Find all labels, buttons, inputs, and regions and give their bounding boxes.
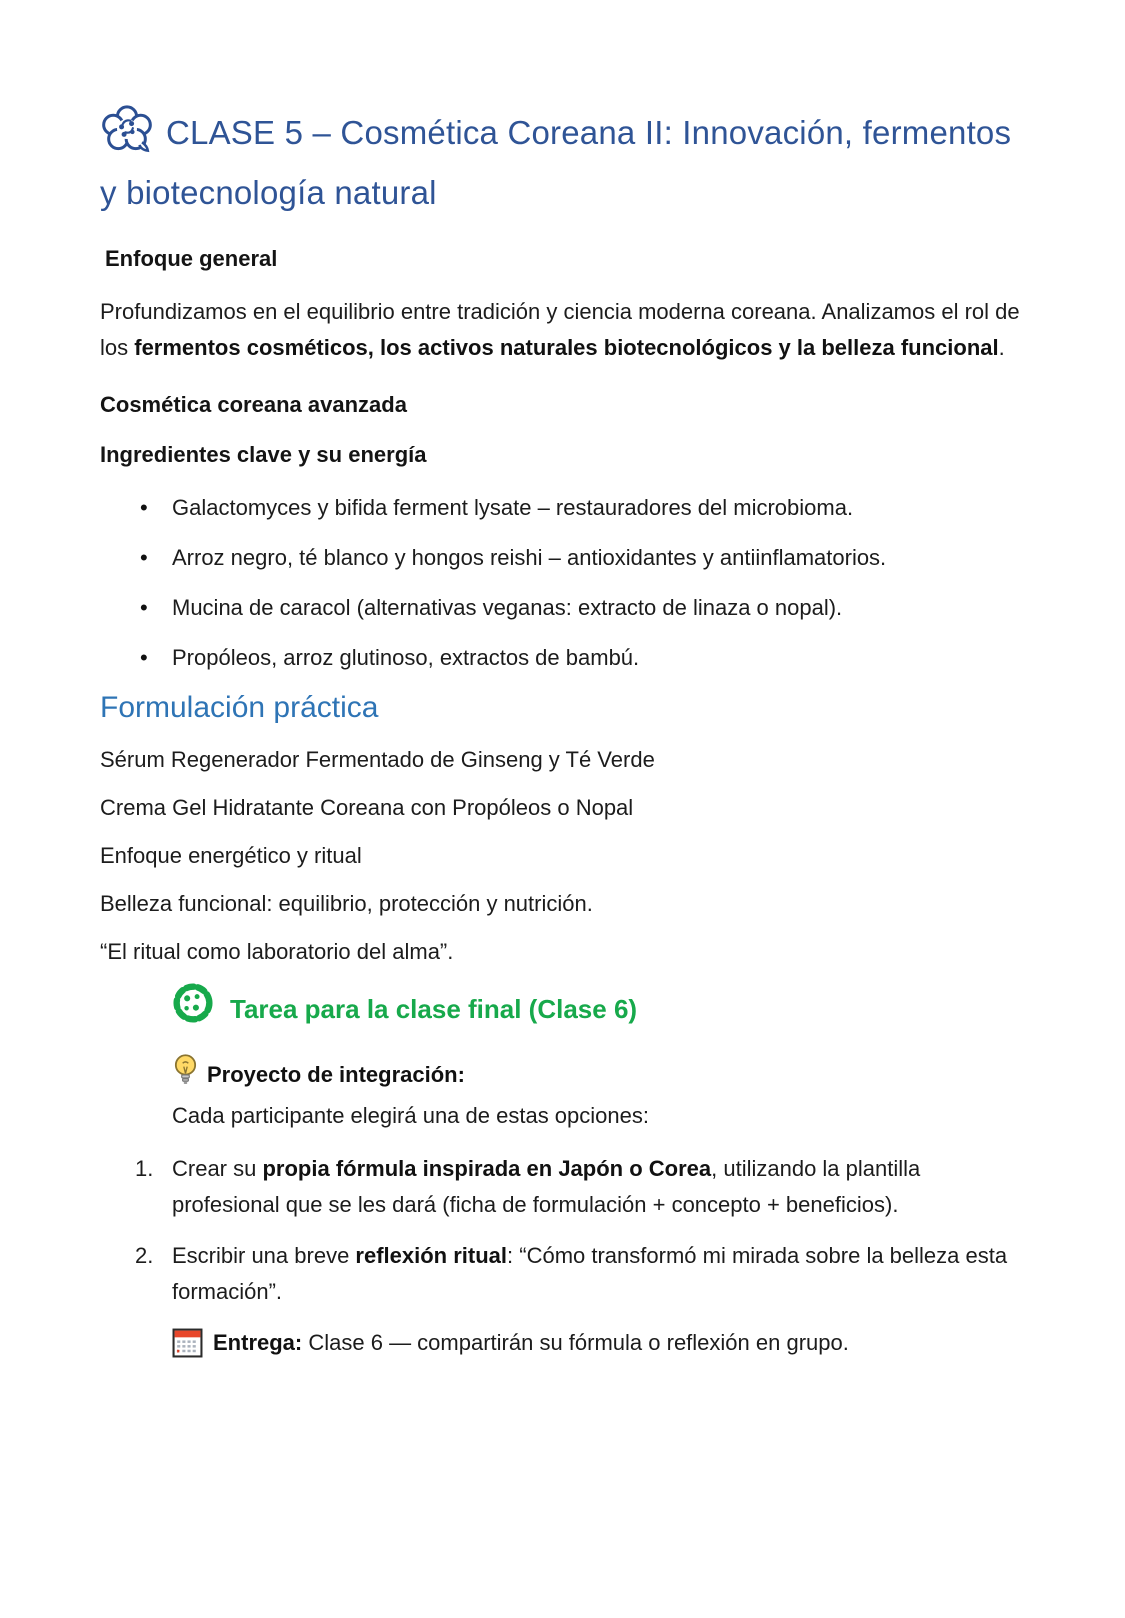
formulacion-line: Enfoque energético y ritual bbox=[100, 843, 362, 869]
task-number: 1. bbox=[135, 1156, 154, 1182]
calendar-icon bbox=[172, 1327, 203, 1369]
lightbulb-icon bbox=[172, 1053, 199, 1097]
task-text: Escribir una breve reflexión ritual: “Cómo transformó mi mirada sobre la belleza esta formación”. bbox=[172, 1243, 1008, 1305]
page-title-text: CLASE 5 – Cosmética Coreana II: Innovación, fermentos y biotecnología natural bbox=[100, 114, 1012, 212]
paragraph-enfoque: Profundizamos en el equilibrio entre tradición y ciencia moderna coreana. Analizamos el rol de los fermentos cosméticos, los activos naturales biotecnológicos y la belleza funcional. bbox=[100, 299, 1020, 361]
formulacion-line: “El ritual como laboratorio del alma”. bbox=[100, 939, 454, 965]
list-item: • Galactomyces y bifida ferment lysate – restauradores del microbioma. bbox=[172, 490, 1025, 526]
task-option-1 bbox=[135, 1151, 1025, 1223]
task-number: 2. bbox=[135, 1243, 154, 1269]
heading-formulacion-practica: Formulación práctica bbox=[100, 691, 379, 725]
proyecto-heading-text: Proyecto de integración: bbox=[207, 1062, 465, 1088]
proyecto-heading bbox=[172, 1053, 1025, 1097]
page-title bbox=[100, 104, 1025, 218]
microbe-icon bbox=[172, 982, 214, 1035]
entrega-note bbox=[172, 1325, 1025, 1369]
heading-enfoque-general: Enfoque general bbox=[105, 246, 278, 272]
formulacion-line: Sérum Regenerador Fermentado de Ginseng y Té Verde bbox=[100, 747, 655, 773]
task-options-list bbox=[100, 1151, 1025, 1310]
heading-ingredientes: Ingredientes clave y su energía bbox=[100, 442, 427, 468]
heading-tarea-final-text: Tarea para la clase final (Clase 6) bbox=[230, 993, 638, 1024]
list-item: • Propóleos, arroz glutinoso, extractos de bambú. bbox=[172, 640, 1025, 676]
ingredient-list bbox=[100, 490, 1025, 676]
heading-cosmetica-avanzada: Cosmética coreana avanzada bbox=[100, 392, 407, 418]
list-item: • Arroz negro, té blanco y hongos reishi – antioxidantes y antiinflamatorios. bbox=[172, 540, 1025, 576]
list-item: • Mucina de caracol (alternativas veganas: extracto de linaza o nopal). bbox=[172, 590, 1025, 626]
heading-tarea-final bbox=[172, 982, 1025, 1035]
task-option-2 bbox=[135, 1238, 1025, 1310]
task-text: Crear su propia fórmula inspirada en Japón o Corea, utilizando la plantilla profesional que se les dará (ficha de formulación + concepto + beneficios). bbox=[172, 1156, 921, 1218]
proyecto-intro: Cada participante elegirá una de estas opciones: bbox=[172, 1103, 649, 1129]
formulacion-line: Crema Gel Hidratante Coreana con Propóleos o Nopal bbox=[100, 795, 634, 821]
entrega-text: Entrega: Clase 6 — compartirán su fórmula o reflexión en grupo. bbox=[213, 1330, 849, 1356]
formulacion-line: Belleza funcional: equilibrio, protección y nutrición. bbox=[100, 891, 593, 917]
flower-icon bbox=[100, 104, 154, 168]
